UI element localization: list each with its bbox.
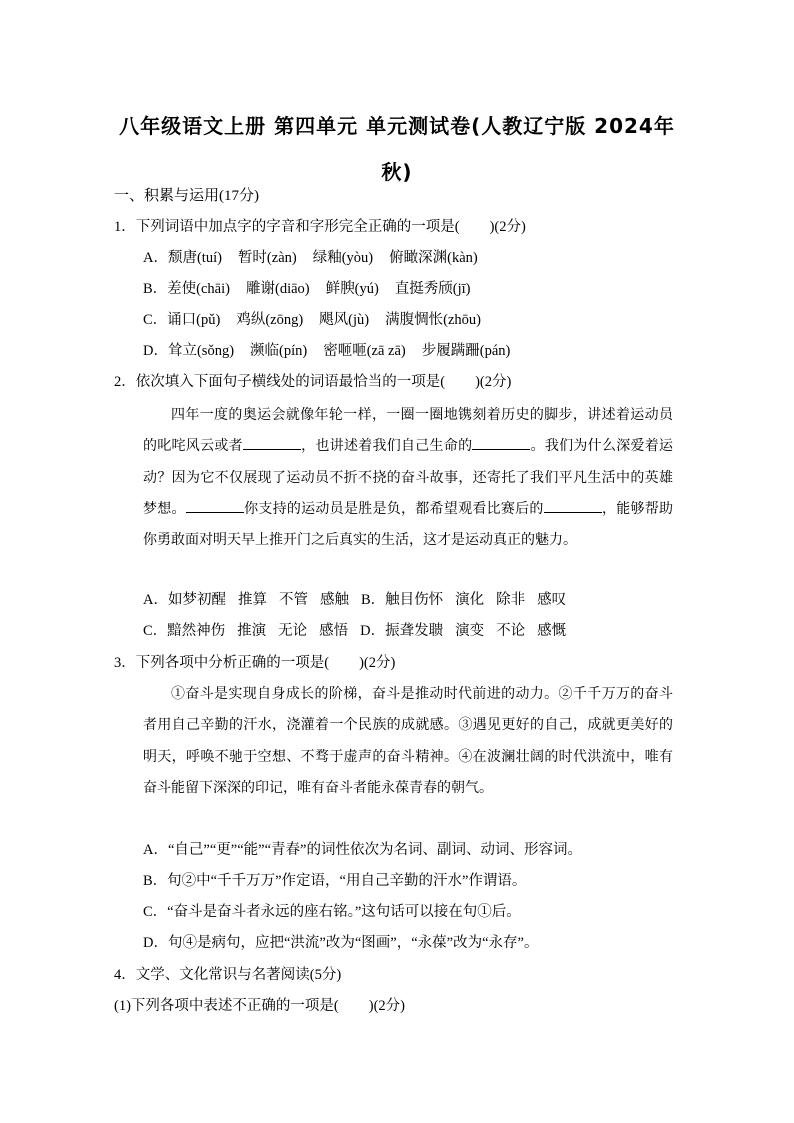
option-word: 感叹 [537, 592, 567, 608]
question-1-option-a [143, 248, 494, 268]
fill-blank [243, 435, 301, 450]
option-word: 演变 [455, 623, 485, 639]
option-word: 飓风(jù) [319, 312, 370, 328]
option-word: 满腹惆怅(zhōu) [385, 312, 481, 328]
option-word: A．如梦初醒 [143, 592, 226, 608]
question-1-option-c [143, 310, 497, 330]
option-word: C．黯然神伤 [143, 623, 226, 639]
passage-text: 。我们为什么深爱着运动？因为它不仅展现了运动员不折不挠的奋斗故事，还寄托了我们平凡生活中的英雄梦想。 [143, 438, 674, 517]
option-word: 感触 [319, 592, 349, 608]
option-word: 鲜腴(yú) [325, 281, 379, 297]
option-word: 步履蹒跚(pán) [421, 343, 511, 359]
option-word: A．颓唐(tuí) [143, 250, 222, 266]
question-3-option-c: C．“奋斗是奋斗者永远的座右铭。”这句话可以接在句①后。 [143, 904, 521, 920]
question-2-stem-text: 2．依次填入下面句子横线处的词语最恰当的一项是( [114, 374, 446, 390]
question-4-stem: 4．文学、文化常识与名著阅读(5分) [114, 967, 342, 983]
page-title [0, 103, 794, 195]
option-word: 绿釉(yòu) [312, 250, 374, 266]
fill-blank [544, 498, 602, 513]
question-3-score: )(2分) [359, 655, 396, 671]
option-word: 鸡纵(zōng) [236, 312, 304, 328]
option-word: 不管 [278, 592, 308, 608]
question-2-passage [143, 400, 673, 556]
question-1-stem-text: 1．下列词语中加点字的字音和字形完全正确的一项是( [114, 219, 460, 235]
option-word: B．差使(chāi) [143, 281, 230, 297]
question-3-option-a: A．“自己”“更”“能”“青春”的词性依次为名词、副词、动词、形容词。 [143, 842, 582, 858]
option-word: 推演 [237, 623, 267, 639]
question-4-sub-1 [114, 996, 405, 1016]
question-4-sub-1-text: (1)下列各项中表述不正确的一项是( [114, 998, 339, 1014]
title-line-1: 八年级语文上册 第四单元 单元测试卷(人教辽宁版 2024年 [119, 114, 675, 138]
question-1-option-b [143, 279, 487, 299]
option-word: 无论 [278, 623, 308, 639]
question-4-sub-1-score: )(2分) [368, 998, 405, 1014]
option-word: 濒临(pín) [250, 343, 308, 359]
question-2-stem [114, 372, 511, 392]
question-1-score: )(2分) [489, 219, 526, 235]
fill-blank [472, 435, 530, 450]
title-line-2: 秋) [381, 160, 413, 184]
option-word: 推算 [237, 592, 267, 608]
question-3-option-d: D．句④是病句，应把“洪流”改为“图画”，“永葆”改为“永存”。 [143, 935, 539, 951]
option-word: D．振聋发聩 [360, 623, 444, 639]
question-3-passage: ①奋斗是实现自身成长的阶梯，奋斗是推动时代前进的动力。②千千万万的奋斗者用自己辛勤的汗水，浇灌着一个民族的成就感。③遇见更好的自己，成就更美好的明天，呼唤不驰于空想、不骛于虚声的奋斗精神。④在波澜壮阔的时代洪流中，唯有奋斗能留下深深的印记，唯有奋斗者能永葆青春的朝气。 [143, 686, 673, 796]
section-heading: 一、积累与运用(17分) [114, 188, 259, 204]
question-1-option-d [143, 341, 526, 361]
option-word: 不论 [496, 623, 526, 639]
question-2-options-cd [143, 621, 578, 641]
option-word: 暂时(zàn) [237, 250, 297, 266]
question-1-stem [114, 217, 526, 237]
option-word: 密咂咂(zā zā) [323, 343, 406, 359]
passage-text: ，也讲述着我们自己生命的 [300, 438, 473, 455]
option-word: 除非 [496, 592, 526, 608]
option-word: 演化 [455, 592, 485, 608]
question-3-stem [114, 653, 395, 673]
option-word: B．触目伤怀 [360, 592, 444, 608]
option-word: D．耸立(sǒng) [143, 343, 235, 359]
question-2-options-ab [143, 590, 578, 610]
passage-text: ，能够帮助你勇敢面对明天早上推开门之后真实的生活，这才是运动真正的魅力。 [143, 500, 674, 549]
option-word: 雕谢(diāo) [245, 281, 310, 297]
option-word: 感慨 [537, 623, 567, 639]
question-3-option-b: B．句②中“千千万万”作定语，“用自己辛勤的汗水”作谓语。 [143, 873, 527, 889]
question-2-score: )(2分) [475, 374, 512, 390]
option-word: C．诵口(pǔ) [143, 312, 221, 328]
question-3-stem-text: 3．下列各项中分析正确的一项是( [114, 655, 330, 671]
fill-blank [186, 498, 244, 513]
option-word: 俯瞰深渊(kàn) [389, 250, 478, 266]
option-word: 感悟 [319, 623, 349, 639]
passage-text: 四年一度的奥运会就像年轮一样，一圈一圈地镌刻着历史的脚步，讲述着运动员的叱咤风云或者 [143, 407, 673, 455]
option-word: 直挺秀颀(jī) [394, 281, 471, 297]
passage-text: 你支持的运动员是胜是负，都希望观看比赛后的 [243, 500, 544, 517]
